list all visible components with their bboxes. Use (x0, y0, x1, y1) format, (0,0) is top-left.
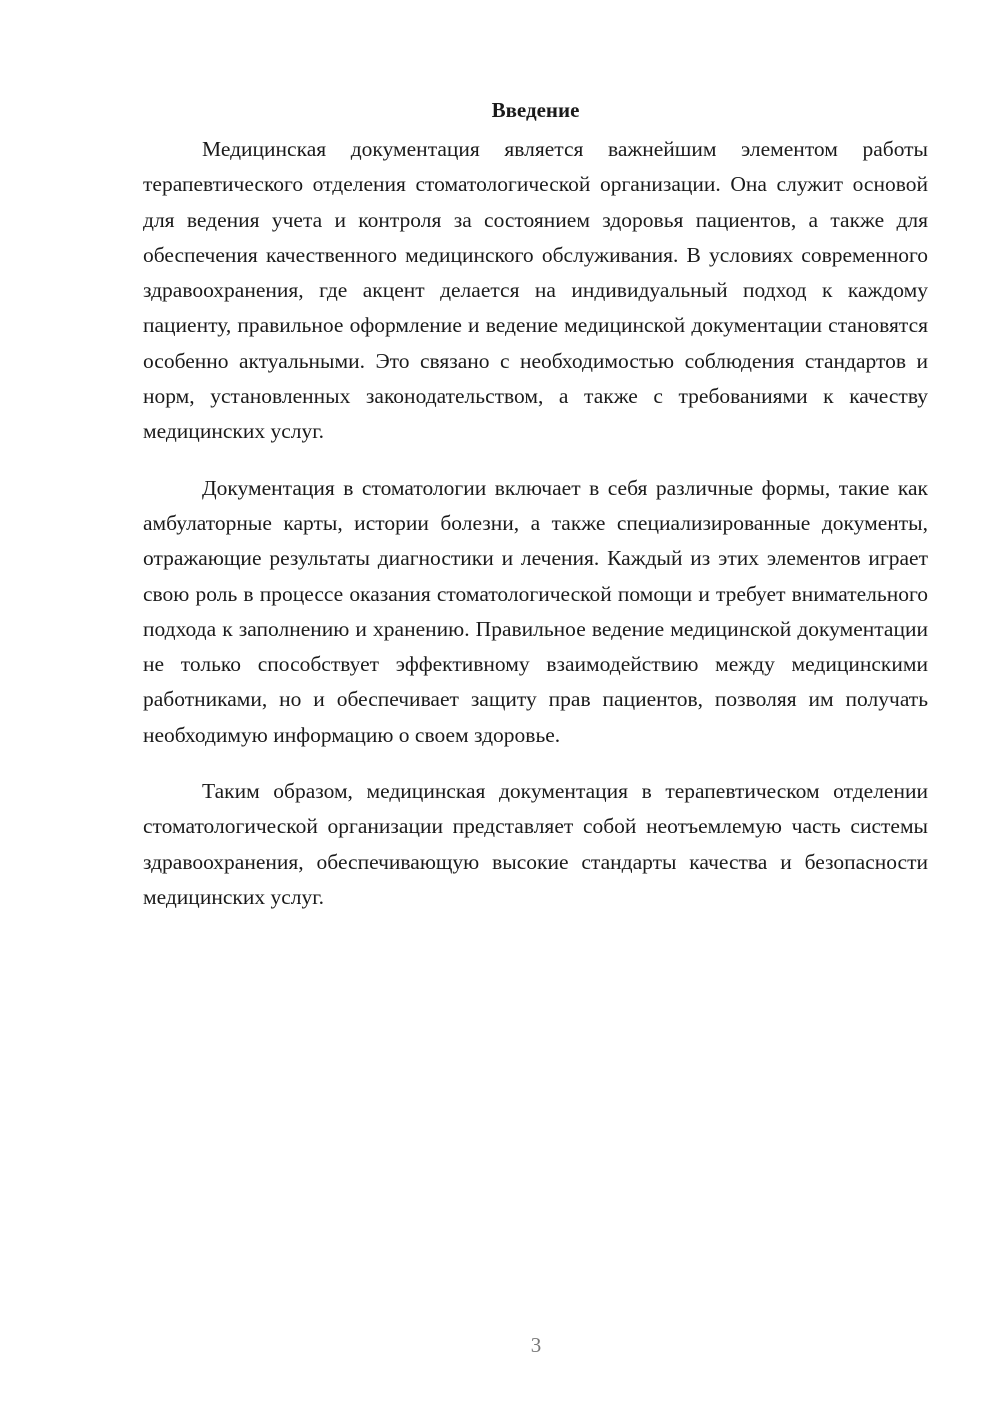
page-body (143, 96, 928, 936)
section-heading: Введение (491, 98, 580, 122)
paragraph-3: Таким образом, медицинская документация в терапевтическом отделении стоматологической организации представляет собой неотъемлемую часть системы здравоохранения, обеспечивающую высокие стандарты качества и безопасности медицинских услуг. (143, 779, 928, 909)
paragraph-2: Документация в стоматологии включает в себя различные формы, такие как амбулаторные карты, истории болезни, а также специализированные документы, отражающие результаты диагностики и лечения. Каждый из этих элементов играет свою роль в процессе оказания стоматологической помощи и требует внимательного подхода к заполнению и хранению. Правильное ведение медицинской документации не только способствует эффективному взаимодействию между медицинскими работниками, но и обеспечивает защиту прав пациентов, позволяя им получать необходимую информацию о своем здоровье. (143, 475, 928, 747)
page-number: 3 (530, 1333, 542, 1357)
paragraph-1: Медицинская документация является важнейшим элементом работы терапевтического отделения стоматологической организации. Она служит основой для ведения учета и контроля за состоянием здоровья пациентов, а также для обеспечения качественного медицинского обслуживания. В условиях современного здравоохранения, где акцент делается на индивидуальный подход к каждому пациенту, правильное оформление и ведение медицинской документации становятся особенно актуальными. Это связано с необходимостью соблюдения стандартов и норм, установленных законодательством, а также с требованиями к качеству медицинских услуг. (143, 137, 928, 444)
